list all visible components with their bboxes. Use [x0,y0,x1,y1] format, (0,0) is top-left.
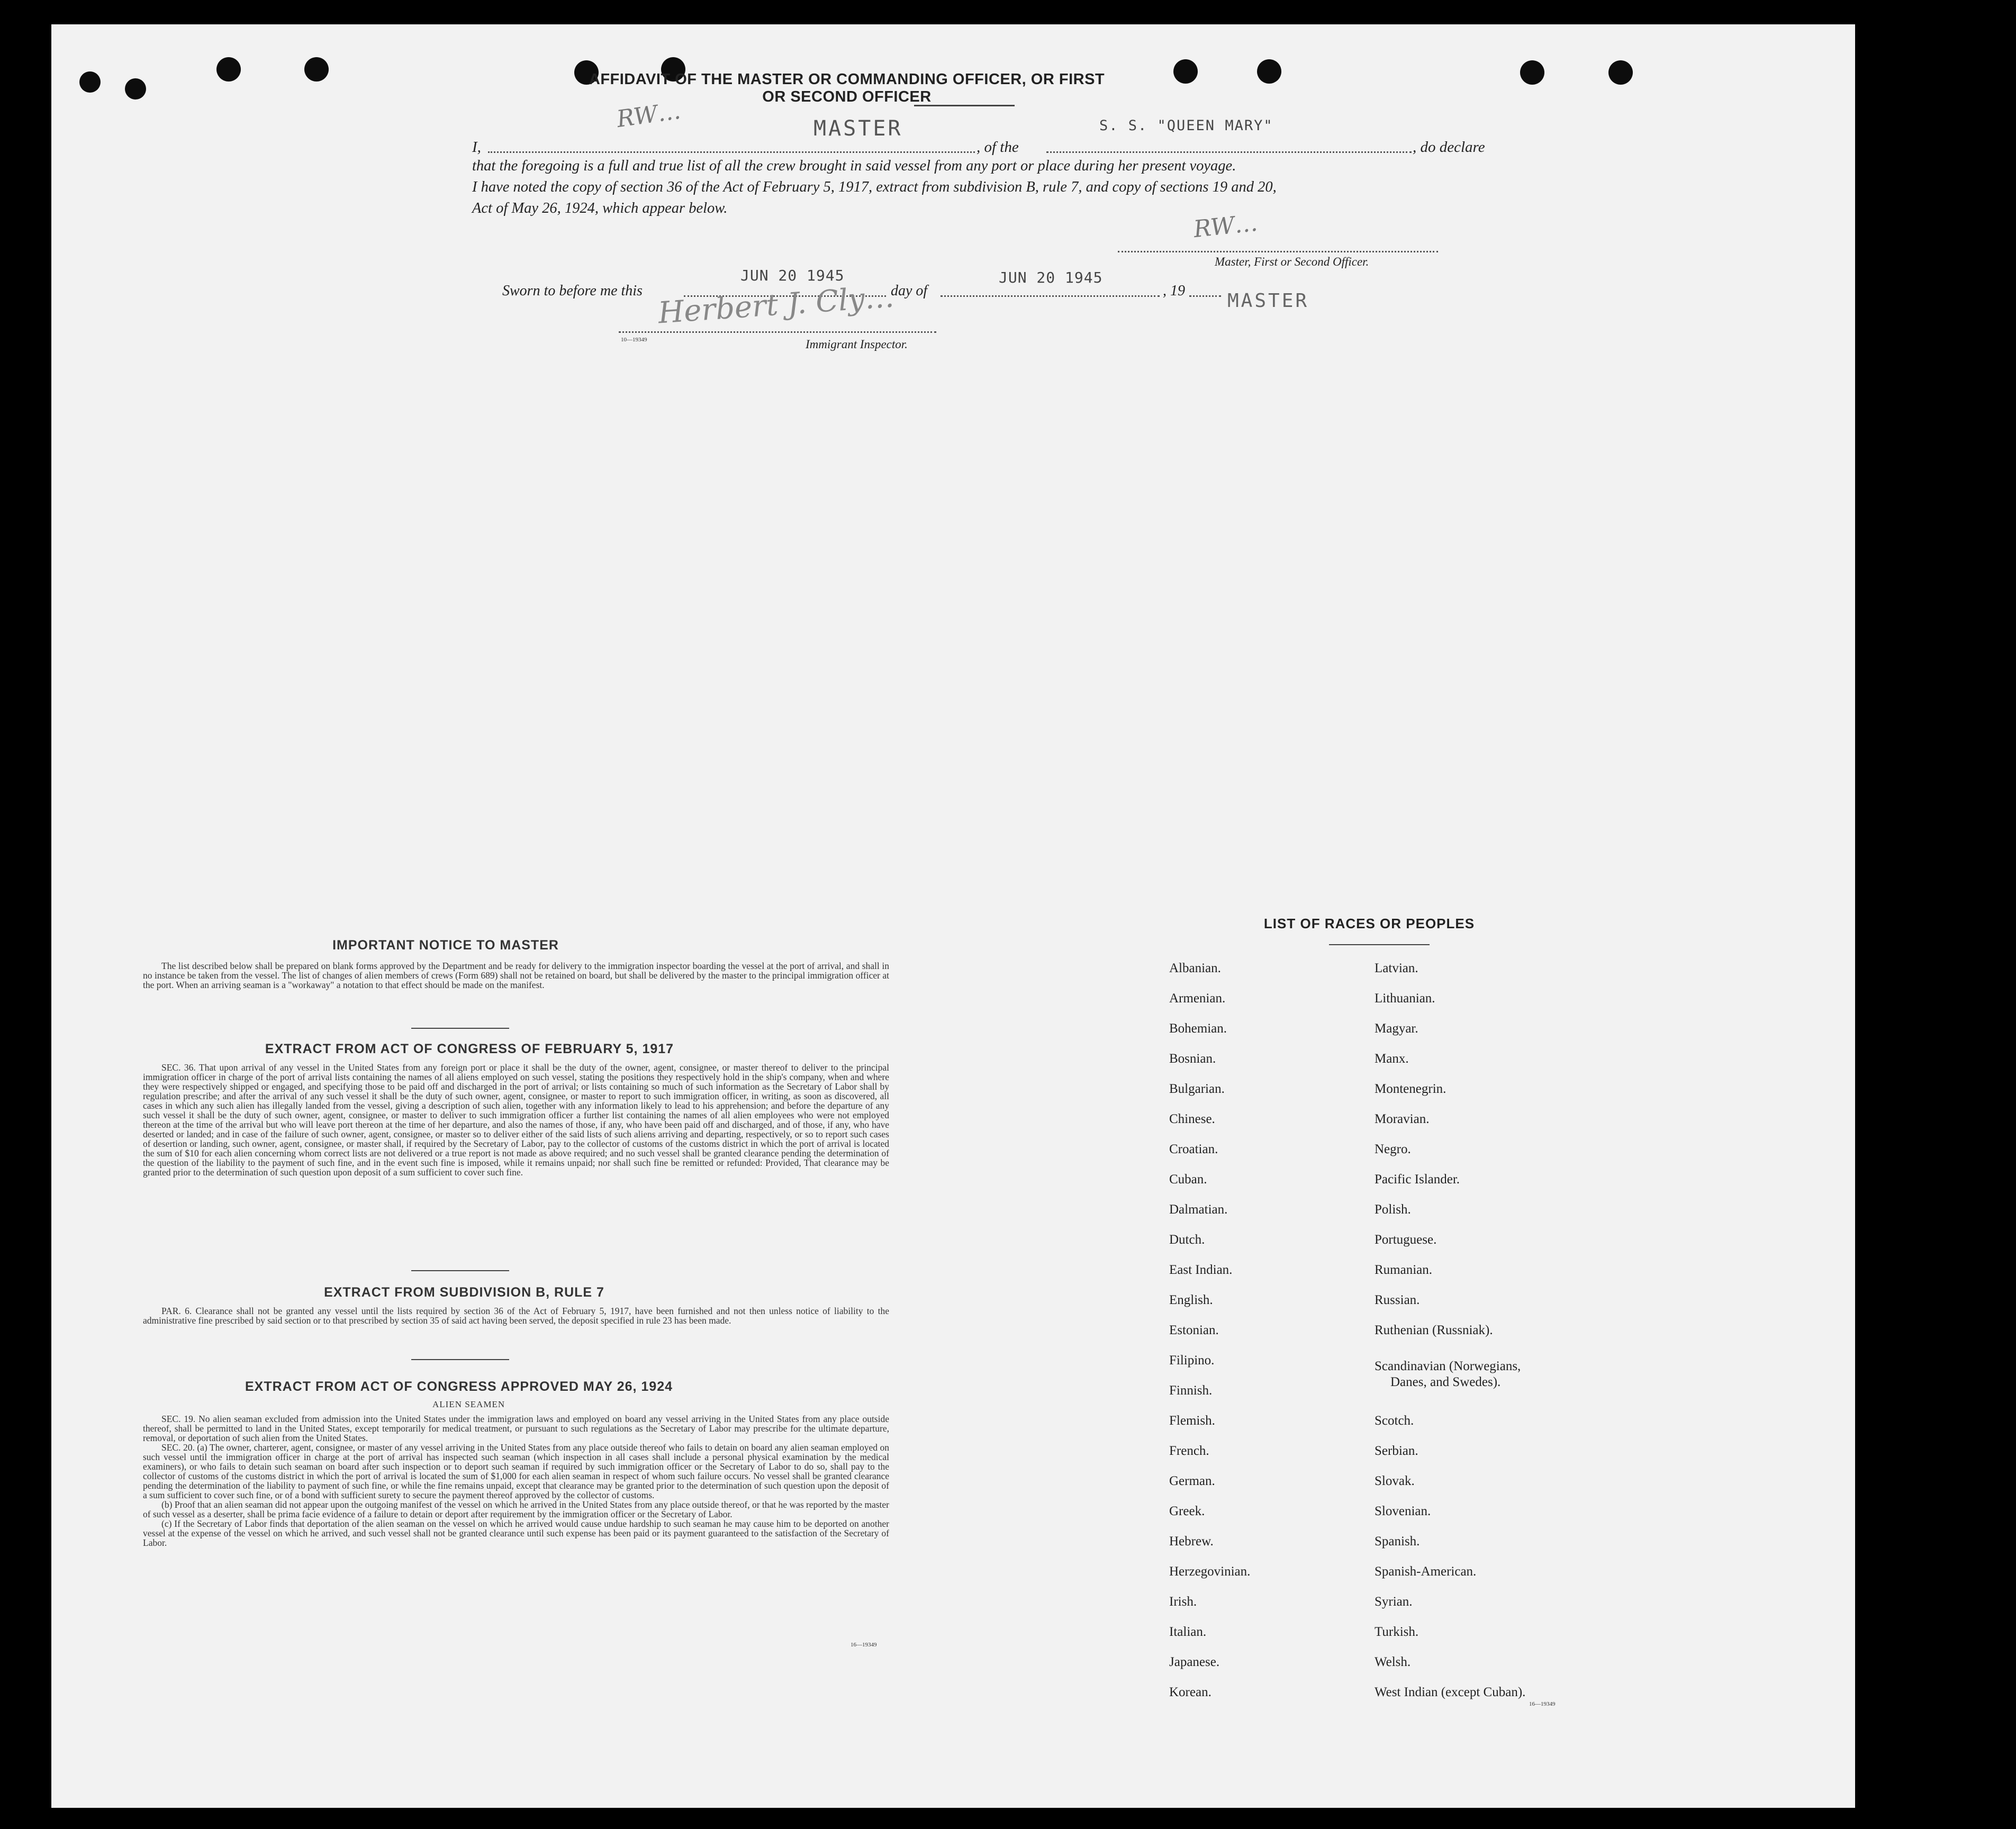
extract-3-paragraph-3: (b) Proof that an alien seaman did not appear upon the outgoing manifest of the vessel on which he arrived in the United States from any place outside thereof, or that he was reported by the master of such vessel as a deserter, shall be prima facie evidence of a failure to detain or deport after requirement by the immigration officer or the Secretary of Labor. [143,1499,889,1519]
race-item: Serbian. [1375,1444,1418,1458]
race-item: English. [1169,1293,1213,1307]
form-number-races: 16—19349 [1529,1701,1556,1707]
sworn-year-line [1189,295,1221,297]
race-item: Japanese. [1169,1655,1220,1669]
declaration-prefix: I, [472,139,481,156]
extract-3-body [143,1414,889,1547]
race-item: East Indian. [1169,1263,1233,1277]
race-item: German. [1169,1474,1215,1488]
punch-hole [216,57,241,82]
punch-hole [1257,59,1281,84]
document-sheet [51,24,1855,1808]
race-item: Croatian. [1169,1142,1218,1156]
officer-signature: RW… [1192,209,1259,243]
extract-3-subheading: ALIEN SEAMEN [432,1399,505,1409]
race-item: Welsh. [1375,1655,1411,1669]
race-item: Slovak. [1375,1474,1415,1488]
race-item: Herzegovinian. [1169,1564,1251,1579]
declaration-line-3: I have noted the copy of section 36 of the Act of February 5, 1917, extract from subdivision B, rule 7, and copy of sections 19 and 20, [472,179,1277,195]
race-item: Spanish. [1375,1534,1420,1549]
extract-3-heading: EXTRACT FROM ACT OF CONGRESS APPROVED MAY 26, 1924 [245,1379,673,1394]
sworn-prefix: Sworn to before me this [502,283,643,299]
race-item: Albanian. [1169,961,1221,975]
declaration-line-4: Act of May 26, 1924, which appear below. [472,200,728,216]
name-field-line [488,151,975,153]
affidavit-title: AFFIDAVIT OF THE MASTER OR COMMANDING OFFICER, OR FIRST OR SECOND OFFICER [589,71,1105,105]
extract-3-paragraph-4: (c) If the Secretary of Labor finds that deportation of the alien seaman on the vessel on which he arrived would cause undue hardship to such seaman he may cause him to be deported on another vessel at the expense of the vessel on which he arrived, and such vessel shall not be granted clearance until such expense has been paid or its payment guaranteed to the satisfaction of the Secretary of Labor. [143,1518,889,1548]
race-item: Scotch. [1375,1414,1414,1428]
race-item: Cuban. [1169,1172,1207,1187]
race-item: Scandinavian (Norwegians, [1375,1359,1521,1373]
races-heading-underline [1329,944,1430,945]
notice-body [143,961,889,990]
sworn-day-of: day of [891,283,928,299]
punch-hole [1608,60,1633,85]
punch-hole [304,57,329,82]
date-stamp-2: JUN 20 1945 [999,269,1103,286]
race-item: Chinese. [1169,1112,1215,1126]
extract-2-body [143,1306,889,1325]
declaration-of-the: , of the [977,139,1019,156]
punch-hole [1173,59,1198,84]
title-underline [914,105,1015,106]
race-item: Turkish. [1375,1625,1419,1639]
inspector-signature-line [619,331,936,333]
race-item: Moravian. [1375,1112,1430,1126]
race-item: Greek. [1169,1504,1205,1518]
race-item: Lithuanian. [1375,991,1435,1006]
race-item: Bohemian. [1169,1021,1227,1036]
extract-1-heading: EXTRACT FROM ACT OF CONGRESS OF FEBRUARY 5, 1917 [265,1042,674,1056]
race-item: Russian. [1375,1293,1420,1307]
race-item: Irish. [1169,1595,1197,1609]
extract-1-body [143,1063,889,1177]
race-item: Flemish. [1169,1414,1215,1428]
declaration-line-2: that the foregoing is a full and true list of all the crew brought in said vessel from any port or place during her present voyage. [472,158,1236,174]
race-item: Montenegrin. [1375,1082,1447,1096]
divider [411,1270,509,1271]
sworn-month-line [941,295,1160,297]
extract-1-paragraph: SEC. 36. That upon arrival of any vessel in the United States from any foreign port or place it shall be the duty of the owner, agent, consignee, or master thereof to deliver to the principal immigration officer in charge of the port of arrival lists containing the names of all aliens employed on such vessel, stating the positions they respectively hold in the ship's company, when and where they were respectively shipped or engaged, and specifying those to be paid off and discharged in the port of arrival; or lists containing so much of such information as the Secretary of Labor shall by regulation prescribe; and after the arrival of any such vessel it shall be the duty of such owner, agent, consignee, or master to report to such immigration officer, in writing, as soon as discovered, all cases in which any such alien has illegally landed from the vessel, giving a description of such alien, together with any information likely to lead to his apprehension; and before the departure of any such vessel it shall be the duty of such owner, agent, consignee, or master to deliver to such immigration officer a further list containing the names of all alien employees who were not employed thereon at the time of the arrival but who will leave port thereon at the time of her departure, and also the names of those, if any, who have been paid off and discharged, and of those, if any, who have deserted or landed; and in case of the failure of such owner, agent, consignee, or master so to deliver either of the said lists of such aliens arriving and departing, respectively, or so to report such cases of desertion or landing, such owner, agent, consignee, or master shall, if required by the Secretary of Labor, pay to the collector of customs of the customs district in which the port of arrival is located the sum of $10 for each alien concerning whom correct lists are not delivered or a true report is not made as above required; and no such vessel shall be granted clearance pending the determination of the question of the liability to the payment of such fine, and in the event such fine is imposed, while it remains unpaid; nor shall such fine be remitted or refunded: Provided, That clearance may be granted prior to the determination of such question upon deposit of a sum sufficient to cover such fine. [143,1062,889,1178]
race-item: Rumanian. [1375,1263,1433,1277]
race-item: Bosnian. [1169,1052,1216,1066]
race-item: Danes, and Swedes). [1390,1375,1501,1389]
extract-3-paragraph-1: SEC. 19. No alien seaman excluded from admission into the United States under the immigration laws and employed on board any vessel arriving in the United States from any place outside thereof, shall be permitted to land in the United States, except temporarily for medical treatment, or pursuant to such regulations as the Secretary of Labor may prescribe for the ultimate departure, removal, or deportation of such alien from the United States. [143,1414,889,1443]
master-stamp: MASTER [813,116,903,141]
race-item: Italian. [1169,1625,1207,1639]
signature-caption: Master, First or Second Officer. [1215,255,1369,268]
date-stamp-1: JUN 20 1945 [740,267,845,284]
extract-3-paragraph-2: SEC. 20. (a) The owner, charterer, agent, consignee, or master of any vessel arriving in the United States from any place outside thereof who fails to detain on board any alien seaman employed on such vessel until the immigration officer in charge at the port of arrival has inspected such seaman (which inspection in all cases shall include a personal physical examination by the medical examiners), or who fails to detain such seaman on board after such inspection or to deport such seaman if required by such immigration officer or the Secretary of Labor to do so, shall pay to the collector of customs of the customs district in which the port of arrival is located the sum of $1,000 for each alien seaman in respect of whom such failure occurs. No vessel shall be granted clearance pending the determination of the liability to payment of such fine, or while the fine remains unpaid, except that clearance may be granted prior to the determination of such question upon the deposit of a sum sufficient to cover such fine, or of a bond with sufficient surety to secure the payment thereof approved by the collector of customs. [143,1442,889,1500]
races-heading: LIST OF RACES OR PEOPLES [1263,916,1475,931]
race-item: French. [1169,1444,1209,1458]
master-signature: RW… [615,97,683,133]
master-stamp-2: MASTER [1227,290,1309,312]
declaration-suffix: , do declare [1413,139,1485,156]
margin-punch-hole [125,78,146,99]
notice-heading: IMPORTANT NOTICE TO MASTER [332,938,559,953]
punch-hole [1520,60,1544,85]
margin-punch-hole [79,71,101,93]
extract-2-paragraph: PAR. 6. Clearance shall not be granted any vessel until the lists required by section 36 of the Act of February 5, 1917, have been furnished and not then unless notice of liability to the administrative fine prescribed by said section or to that prescribed by section 35 of said act having been served, the deposit specified in rule 23 has been made. [143,1306,889,1326]
race-item: Slovenian. [1375,1504,1431,1518]
race-item: Portuguese. [1375,1233,1437,1247]
race-item: Magyar. [1375,1021,1418,1036]
race-item: Finnish. [1169,1383,1213,1398]
form-number-notice: 16—19349 [851,1642,877,1648]
race-item: Negro. [1375,1142,1411,1156]
race-item: Estonian. [1169,1323,1219,1337]
race-item: West Indian (except Cuban). [1375,1685,1526,1699]
race-item: Bulgarian. [1169,1082,1225,1096]
race-item: Manx. [1375,1052,1409,1066]
form-number-header: 10—19349 [621,337,647,343]
inspector-caption: Immigrant Inspector. [806,338,908,351]
notice-paragraph: The list described below shall be prepared on blank forms approved by the Department and be ready for delivery to the immigration inspector boarding the vessel at the port of arrival, and shall in no instance be taken from the vessel. The list of changes of alien members of crews (Form 689) shall not be retained on board, but shall be delivered by the master to the principal immigration officer at the port. When an arriving seaman is a "workaway" a notation to that effect should be made on the manifest. [143,961,889,990]
race-item: Filipino. [1169,1353,1215,1368]
race-item: Pacific Islander. [1375,1172,1460,1187]
race-item: Polish. [1375,1202,1411,1217]
race-item: Dutch. [1169,1233,1205,1247]
vessel-field-line [1046,151,1412,153]
divider [411,1028,509,1029]
race-item: Armenian. [1169,991,1226,1006]
race-item: Syrian. [1375,1595,1413,1609]
race-item: Latvian. [1375,961,1418,975]
inspector-signature: Herbert J. Cly… [657,279,896,331]
race-item: Spanish-American. [1375,1564,1477,1579]
race-item: Korean. [1169,1685,1212,1699]
officer-signature-line [1118,251,1438,252]
race-item: Dalmatian. [1169,1202,1228,1217]
race-item: Ruthenian (Russniak). [1375,1323,1493,1337]
sworn-year: , 19 [1163,283,1185,299]
extract-2-heading: EXTRACT FROM SUBDIVISION B, RULE 7 [324,1285,604,1300]
divider [411,1359,509,1360]
race-item: Hebrew. [1169,1534,1214,1549]
vessel-stamp: S. S. "QUEEN MARY" [1099,117,1273,134]
